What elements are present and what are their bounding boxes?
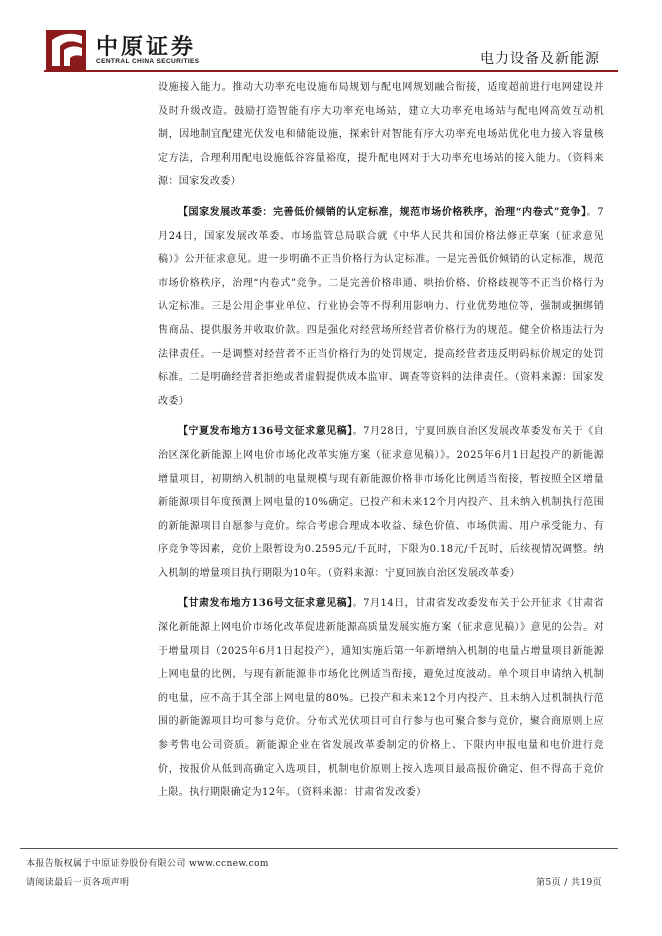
footer-copyright: 本报告版权属于中原证券股份有限公司 www.ccnew.com xyxy=(26,859,269,869)
paragraph-text: 设施接入能力。推动大功率充电设施布局规划与配电网规划融合衔接，适度超前进行电网建设并及时升级改造。鼓励打造智能有序大功率充电场站，建立大功率充电场站与配电网高效互动机制，因地制宜配建光伏发电和储能设施，探索针对智能有序大功率充电场站优化电力接入容量核定方法，合理利用配电设施低谷容量裕度，提升配电网对于大功率充电场站的接入能力。（资料来源：国家发改委） xyxy=(158,82,604,188)
paragraph-gansu xyxy=(158,592,604,804)
logo-chinese-text: 中原证券 xyxy=(96,35,197,60)
footer-divider xyxy=(20,848,618,849)
company-logo xyxy=(44,26,214,72)
paragraph-text: 。7月24日，国家发展改革委、市场监管总局联合就《中华人民共和国价格法修正草案（征求意见稿）》公开征求意见。进一步明确不正当价格行为认定标准。一是完善低价倾销的认定标准，规范市场价格秩序，治理“内卷式”竞争。二是完善价格串通、哄抬价格、价格歧视等不正当价格行为认定标准。三是公用企事业单位、行业协会等不得利用影响力、行业优势地位等，强制或捆绑销售商品、提供服务并收取价款。四是强化对经营场所经营者价格行为的规范。健全价格违法行为法律责任。一是调整对经营者不正当价格行为的处罚规定，提高经营者违反明码标价规定的处罚标准。二是明确经营者拒绝或者虚假提供成本监审、调查等资料的法律责任。（资料来源：国家发改委） xyxy=(158,206,604,407)
paragraph-charging-infra xyxy=(158,76,604,194)
logo-english-text: CENTRAL CHINA SECURITIES xyxy=(96,58,200,65)
report-body xyxy=(158,76,604,805)
logo-mark-icon xyxy=(44,26,90,72)
report-section-title: 电力设备及新能源 xyxy=(480,51,600,67)
paragraph-lead: 【宁夏发布地方136号文征求意见稿】 xyxy=(178,426,353,438)
header-divider xyxy=(44,70,618,72)
paragraph-price-law xyxy=(158,201,604,413)
paragraph-ningxia xyxy=(158,420,604,585)
paragraph-text: 。7月14日，甘肃省发改委发布关于公开征求《甘肃省深化新能源上网电价市场化改革促进新能源高质量发展实施方案（征求意见稿）》意见的公告。对于增量项目（2025年6月1日起投产），通知实施后第一年新增纳入机制的电量占增量项目新能源上网电量的比例，与现有新能源非市场化比例适当衔接，避免过度波动。单个项目申请纳入机制的电量，应不高于其全部上网电量的80%。已投产和未来12个月内投产、且未纳入过机制执行范围的新能源项目均可参与竞价。分布式光伏项目可自行参与也可聚合参与竞价，聚合商原则上应参考售电公司资质。新能源企业在省发展改革委制定的价格上、下限内申报电量和电价进行竞价，按报价从低到高确定入选项目，机制电价原则上按入选项目最高报价确定、但不得高于竞价上限。执行期限确定为12年。（资料来源：甘肃省发改委） xyxy=(158,598,605,799)
footer-disclaimer: 请阅读最后一页各项声明 xyxy=(26,878,130,888)
paragraph-text: 。7月28日，宁夏回族自治区发展改革委发布关于《自治区深化新能源上网电价市场化改革实施方案（征求意见稿）》。2025年6月1日起投产的新能源增量项目，初期纳入机制的电量规模与现有新能源价格非市场化比例适当衔接，暂按照全区增量新能源项目年度预测上网电量的10%确定。已投产和未来12个月内投产、且未纳入机制执行范围的新能源项目自愿参与竞价。综合考虑合理成本收益、绿色价值、市场供需、用户承受能力、有序竞争等因素，竞价上限暂设为0.2595元/千瓦时，下限为0.18元/千瓦时，后续视情况调整。纳入机制的增量项目执行期限为10年。（资料来源：宁夏回族自治区发展改革委） xyxy=(158,426,605,579)
paragraph-lead: 【甘肃发布地方136号文征求意见稿】 xyxy=(178,598,353,610)
page-number: 第5页 / 共19页 xyxy=(536,878,602,888)
paragraph-lead: 【国家发展改革委：完善低价倾销的认定标准，规范市场价格秩序，治理“内卷式”竞争】 xyxy=(178,206,587,218)
page-header xyxy=(0,0,662,78)
